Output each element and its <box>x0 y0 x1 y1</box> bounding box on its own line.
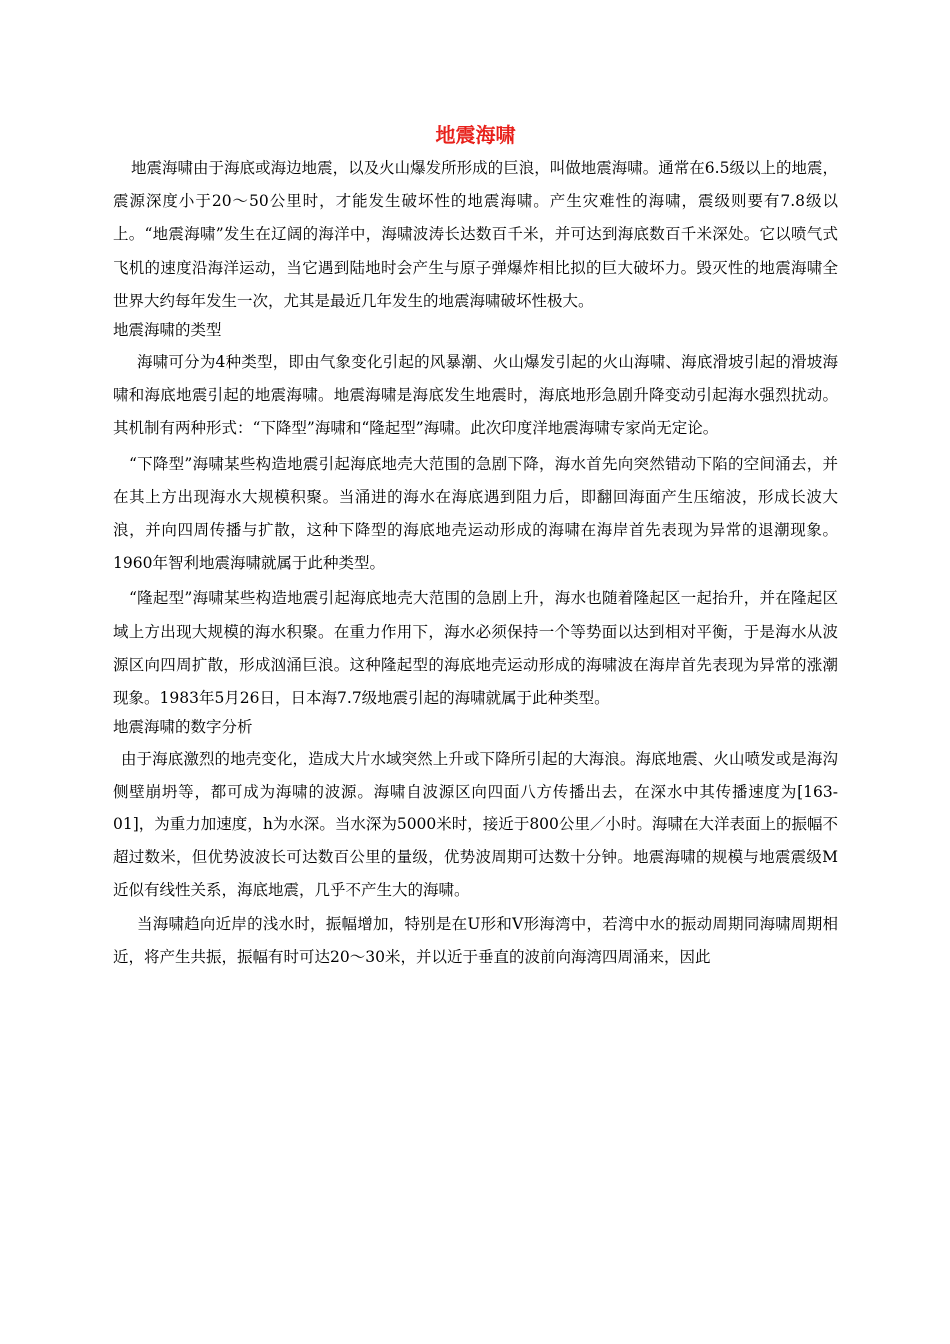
document-title: 地震海啸 <box>435 123 516 147</box>
section-heading-analysis: 地震海啸的数字分析 <box>113 718 253 737</box>
paragraph-shallow-water: 当海啸趋向近岸的浅水时，振幅增加，特别是在U形和V形海湾中，若湾中水的振动周期同海啸周期相近，将产生共振，振幅有时可达20～30米，并以近于垂直的波前向海湾四周涌来，因此 <box>113 915 838 966</box>
paragraph-intro: 地震海啸由于海底或海边地震，以及火山爆发所形成的巨浪，叫做地震海啸。通常在6.5级以上的地震，震源深度小于20～50公里时，才能发生破坏性的地震海啸。产生灾难性的海啸，震级则要有7.8级以上。“地震海啸”发生在辽阔的海洋中，海啸波涛长达数百千米，并可达到海底数百千米深处。它以喷气式飞机的速度沿海洋运动，当它遇到陆地时会产生与原子弹爆炸相比拟的巨大破坏力。毁灭性的地震海啸全世界大约每年发生一次，尤其是最近几年发生的地震海啸破坏性极大。 <box>113 159 838 310</box>
paragraph-analysis: 由于海底激烈的地壳变化，造成大片水域突然上升或下降所引起的大海浪。海底地震、火山喷发或是海沟侧壁崩坍等，都可成为海啸的波源。海啸自波源区向四面八方传播出去，在深水中其传播速度为[163-01]，为重力加速度，h为水深。当水深为5000米时，接近于800公里／小时。海啸在大洋表面上的振幅不超过数米，但优势波波长可达数百公里的量级，优势波周期可达数十分钟。地震海啸的规模与地震震级M近似有线性关系，海底地震，几乎不产生大的海啸。 <box>113 750 838 899</box>
paragraph-types: 海啸可分为4种类型，即由气象变化引起的风暴潮、火山爆发引起的火山海啸、海底滑坡引起的滑坡海啸和海底地震引起的地震海啸。地震海啸是海底发生地震时，海底地形急剧升降变动引起海水强烈扰动。其机制有两种形式：“下降型”海啸和“隆起型”海啸。此次印度洋地震海啸专家尚无定论。 <box>113 353 838 438</box>
paragraph-up-type: “隆起型”海啸某些构造地震引起海底地壳大范围的急剧上升，海水也随着隆起区一起抬升，并在隆起区域上方出现大规模的海水积聚。在重力作用下，海水必须保持一个等势面以达到相对平衡，于是海水从波源区向四周扩散，形成汹涌巨浪。这种隆起型的海底地壳运动形成的海啸波在海岸首先表现为异常的涨潮现象。1983年5月26日，日本海7.7级地震引起的海啸就属于此种类型。 <box>113 589 838 708</box>
document-page <box>113 118 838 973</box>
section-heading-types: 地震海啸的类型 <box>113 321 222 340</box>
paragraph-down-type: “下降型”海啸某些构造地震引起海底地壳大范围的急剧下降，海水首先向突然错动下陷的空间涌去，并在其上方出现海水大规模积聚。当涌进的海水在海底遇到阻力后，即翻回海面产生压缩波，形成长波大浪，并向四周传播与扩散，这种下降型的海底地壳运动形成的海啸在海岸首先表现为异常的退潮现象。1960年智利地震海啸就属于此种类型。 <box>113 454 838 573</box>
